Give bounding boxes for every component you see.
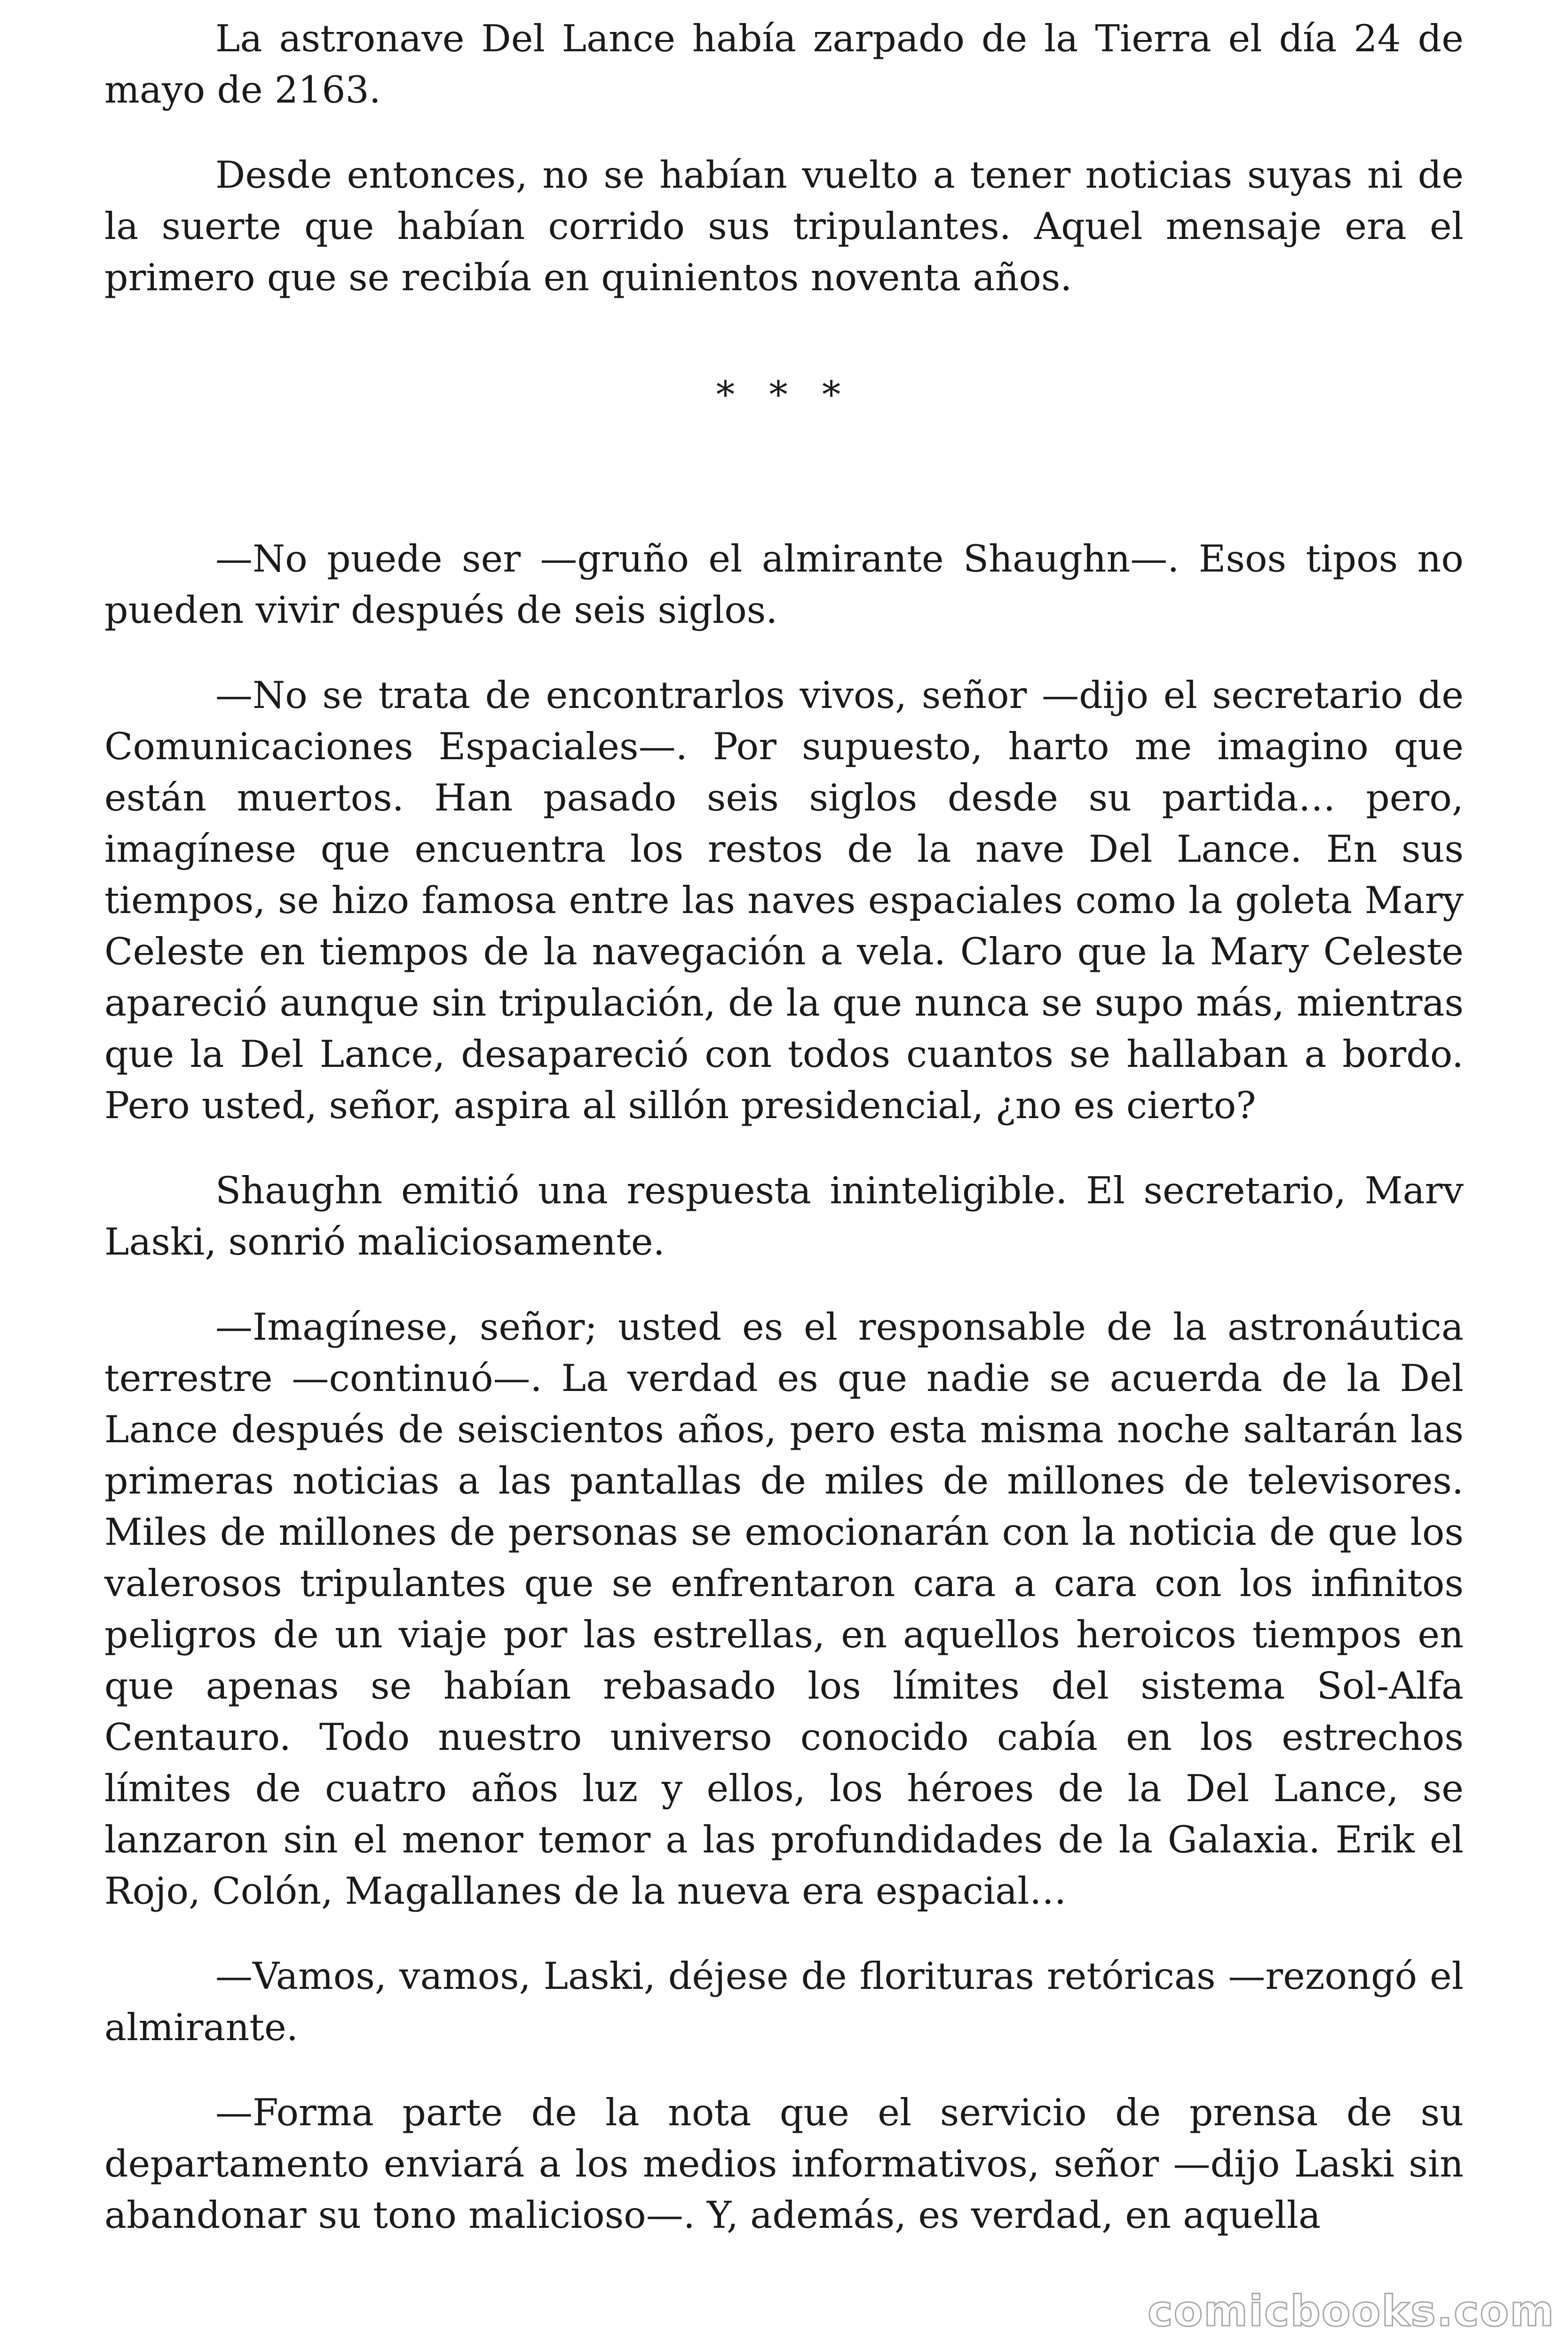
paragraph: —No se trata de encontrarlos vivos, señor —dijo el secretario de Comunicaciones Espaciales—. Por supuesto, harto me imagino que están muertos. Han pasado seis siglos desde su partida… pero, imagínese que encuentra los restos de la nave Del Lance. En sus tiempos, se hizo famosa entre las naves espaciales como la goleta Mary Celeste en tiempos de la navegación a vela. Claro que la Mary Celeste apareció aunque sin tripulación, de la que nunca se supo más, mientras que la Del Lance, desapareció con todos cuantos se hallaban a bordo. Pero usted, señor, aspira al sillón presidencial, ¿no es cierto? (104, 674, 1464, 1127)
paragraph: —Imagínese, señor; usted es el responsable de la astronáutica terrestre —continuó—. La verdad es que nadie se acuerda de la Del Lance después de seiscientos años, pero esta misma noche saltarán las primeras noticias a las pantallas de miles de millones de televisores. Miles de millones de personas se emocionarán con la noticia de que los valerosos tripulantes que se enfrentaron cara a cara con los infinitos peligros de un viaje por las estrellas, en aquellos heroicos tiempos en que apenas se habían rebasado los límites del sistema Sol-Alfa Centauro. Todo nuestro universo conocido cabía en los estrechos límites de cuatro años luz y ellos, los héroes de la Del Lance, se lanzaron sin el menor temor a las profundidades de la Galaxia. Erik el Rojo, Colón, Magallanes de la nueva era espacial… (104, 1305, 1464, 1913)
paragraph: —Vamos, vamos, Laski, déjese de florituras retóricas —rezongó el almirante. (104, 1955, 1464, 2049)
paragraph: —Forma parte de la nota que el servicio de prensa de su departamento enviará a los medios informativos, señor —dijo Laski sin abandonar su tono malicioso—. Y, además, es verdad, en aquella (104, 2091, 1464, 2237)
scene-separator: * * * (716, 373, 852, 416)
watermark: comicbooks.com (1148, 2287, 1555, 2336)
paragraph: Shaughn emitió una respuesta ininteligible. El secretario, Marv Laski, sonrió maliciosamente. (104, 1169, 1464, 1263)
paragraph: La astronave Del Lance había zarpado de la Tierra el día 24 de mayo de 2163. (104, 17, 1464, 111)
paragraph: Desde entonces, no se habían vuelto a tener noticias suyas ni de la suerte que habían corrido sus tripulantes. Aquel mensaje era el primero que se recibía en quinientos noventa años. (104, 153, 1464, 299)
text-column (104, 13, 1464, 2241)
paragraph: —No puede ser —gruño el almirante Shaughn—. Esos tipos no pueden vivir después de seis siglos. (104, 537, 1464, 632)
